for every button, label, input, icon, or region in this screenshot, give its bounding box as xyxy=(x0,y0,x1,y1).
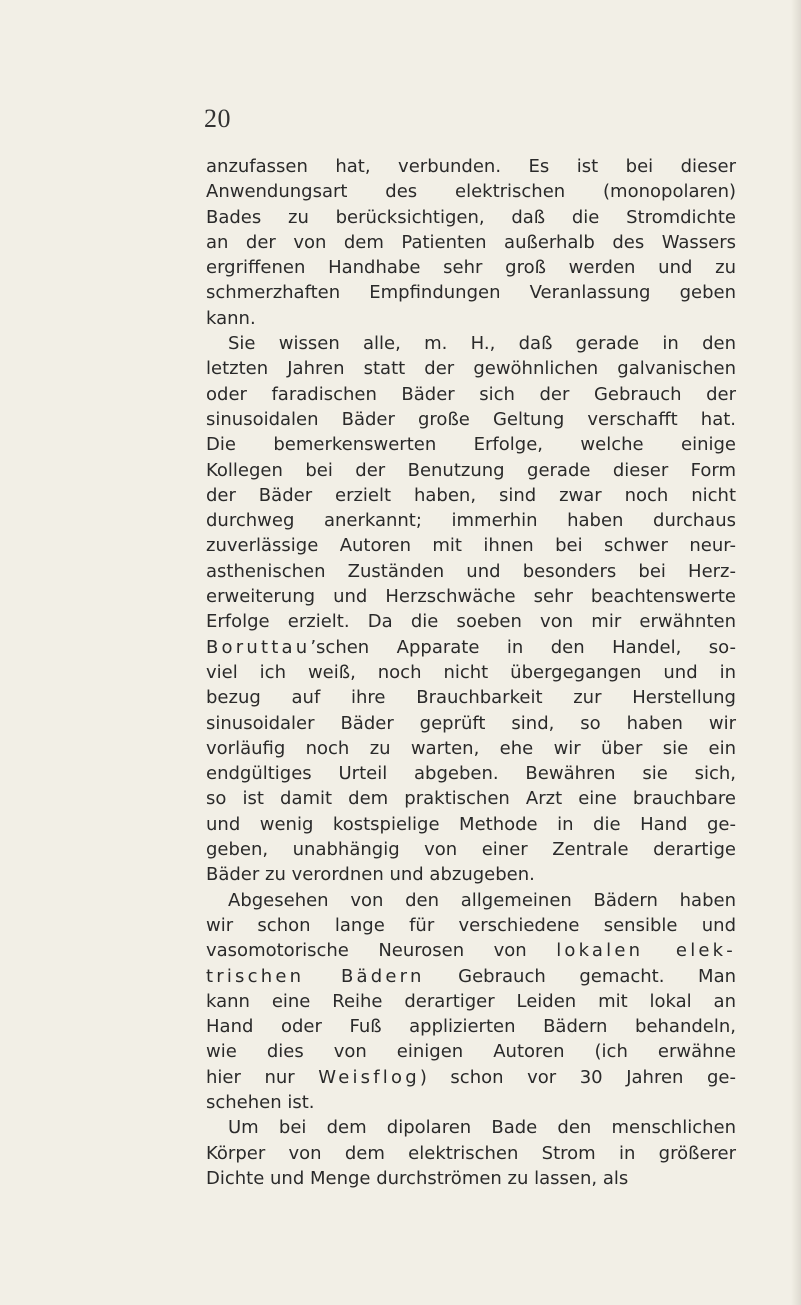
text-segment: anzufassen hat, verbunden. Es ist bei dieser xyxy=(206,156,736,177)
text-line xyxy=(206,786,736,811)
text-segment: Bades zu berücksichtigen, daß die Stromdichte xyxy=(206,206,736,228)
text-line xyxy=(206,989,736,1014)
emphasized-name: lokalen elek- xyxy=(556,940,736,962)
text-segment: an der von dem Patienten außerhalb des Wassers xyxy=(206,231,736,253)
paragraph xyxy=(206,888,736,1116)
text-segment: Erfolge erzielt. Da die soeben von mir erwähnten xyxy=(206,611,736,633)
text-line xyxy=(206,1141,736,1166)
text-line xyxy=(206,1166,736,1191)
text-line xyxy=(206,179,736,204)
text-line xyxy=(206,154,736,179)
text-line xyxy=(206,862,736,887)
text-segment: bezug auf ihre Brauchbarkeit zur Herstellung xyxy=(206,687,736,709)
text-segment: hier nur xyxy=(206,1066,319,1088)
text-line xyxy=(206,1115,736,1140)
text-line xyxy=(206,306,736,331)
text-line xyxy=(206,1039,736,1064)
text-line xyxy=(206,812,736,837)
text-line xyxy=(206,205,736,230)
text-segment: Hand oder Fuß applizierten Bädern behandeln, xyxy=(206,1016,736,1038)
text-line xyxy=(206,508,736,533)
text-line xyxy=(206,888,736,913)
text-segment: asthenischen Zuständen und besonders bei Herz- xyxy=(206,560,736,582)
text-segment: vasomotorische Neurosen von xyxy=(206,940,557,962)
text-segment: sinusoidaler Bäder geprüft sind, so haben wir xyxy=(206,712,736,734)
emphasized-name: trischen Bädern xyxy=(206,965,425,987)
emphasized-name: Boruttau xyxy=(206,636,311,658)
text-segment: viel ich weiß, noch nicht übergegangen und in xyxy=(206,661,736,683)
text-line xyxy=(206,1065,736,1090)
text-segment: vorläufig noch zu warten, ehe wir über sie ein xyxy=(206,737,736,759)
text-segment: Dichte und Menge durchströmen zu lassen, als xyxy=(206,1167,629,1189)
page-number: 20 xyxy=(204,104,231,133)
text-segment: Die bemerkenswerten Erfolge, welche einige xyxy=(206,434,736,456)
text-line xyxy=(206,736,736,761)
text-line xyxy=(206,1090,736,1115)
paragraph xyxy=(206,154,736,331)
text-line xyxy=(206,609,736,634)
text-segment: oder faradischen Bäder sich der Gebrauch der xyxy=(206,383,736,405)
text-line xyxy=(206,1014,736,1039)
text-segment: Kollegen bei der Benutzung gerade dieser Form xyxy=(206,459,736,481)
text-segment: so ist damit dem praktischen Arzt eine brauchbare xyxy=(206,788,736,810)
text-line xyxy=(206,230,736,255)
text-segment: durchweg anerkannt; immerhin haben durchaus xyxy=(206,510,736,532)
text-line xyxy=(206,761,736,786)
text-segment: Abgesehen von den allgemeinen Bädern haben xyxy=(228,889,736,911)
text-segment: schehen ist. xyxy=(206,1091,315,1113)
text-line xyxy=(206,280,736,305)
text-segment: Bäder zu verordnen und abzugeben. xyxy=(206,864,535,886)
emphasized-name: Weisflog xyxy=(318,1066,420,1088)
text-segment: kann. xyxy=(206,307,256,329)
page-edge-shadow xyxy=(791,0,801,1305)
paragraph xyxy=(206,331,736,888)
text-segment: sinusoidalen Bäder große Geltung verschafft hat. xyxy=(206,408,736,430)
text-line xyxy=(206,913,736,938)
text-line xyxy=(206,685,736,710)
text-segment: ) schon vor 30 Jahren ge- xyxy=(419,1066,737,1088)
paragraph xyxy=(206,1115,736,1191)
text-segment: kann eine Reihe derartiger Leiden mit lokal an xyxy=(206,990,736,1012)
text-segment: ergriffenen Handhabe sehr groß werden und zu xyxy=(206,257,736,279)
text-segment: zuverlässige Autoren mit ihnen bei schwer neur- xyxy=(206,535,736,557)
text-segment: der Bäder erzielt haben, sind zwar noch nicht xyxy=(206,484,736,506)
text-segment: Sie wissen alle, m. H., daß gerade in den xyxy=(228,333,736,355)
text-line xyxy=(206,331,736,356)
text-segment: Anwendungsart des elektrischen (monopolaren) xyxy=(206,181,736,203)
text-line xyxy=(206,255,736,280)
text-segment: wie dies von einigen Autoren (ich erwähne xyxy=(206,1041,736,1063)
text-line xyxy=(206,711,736,736)
text-line xyxy=(206,635,736,660)
text-segment: und wenig kostspielige Methode in die Hand ge- xyxy=(206,813,736,835)
text-segment: schmerzhaften Empfindungen Veranlassung geben xyxy=(206,282,736,304)
text-segment: wir schon lange für verschiedene sensible und xyxy=(206,914,736,936)
text-line xyxy=(206,533,736,558)
text-line xyxy=(206,432,736,457)
text-segment: erweiterung und Herzschwäche sehr beachtenswerte xyxy=(206,586,736,608)
text-segment: Gebrauch gemacht. Man xyxy=(424,965,737,987)
text-segment: Um bei dem dipolaren Bade den menschlichen xyxy=(228,1117,736,1139)
text-segment: geben, unabhängig von einer Zentrale derartige xyxy=(206,839,736,861)
text-segment: ’schen Apparate in den Handel, so- xyxy=(310,636,736,658)
text-line xyxy=(206,382,736,407)
text-line xyxy=(206,407,736,432)
text-line xyxy=(206,660,736,685)
text-line xyxy=(206,964,736,989)
text-line xyxy=(206,837,736,862)
text-line xyxy=(206,356,736,381)
text-segment: letzten Jahren statt der gewöhnlichen galvanischen xyxy=(206,358,736,380)
text-segment: Körper von dem elektrischen Strom in größerer xyxy=(206,1142,736,1164)
text-segment: endgültiges Urteil abgeben. Bewähren sie sich, xyxy=(206,763,736,785)
text-line xyxy=(206,458,736,483)
text-line xyxy=(206,584,736,609)
text-line xyxy=(206,938,736,963)
body-text xyxy=(206,154,736,1191)
text-line xyxy=(206,483,736,508)
text-line xyxy=(206,559,736,584)
